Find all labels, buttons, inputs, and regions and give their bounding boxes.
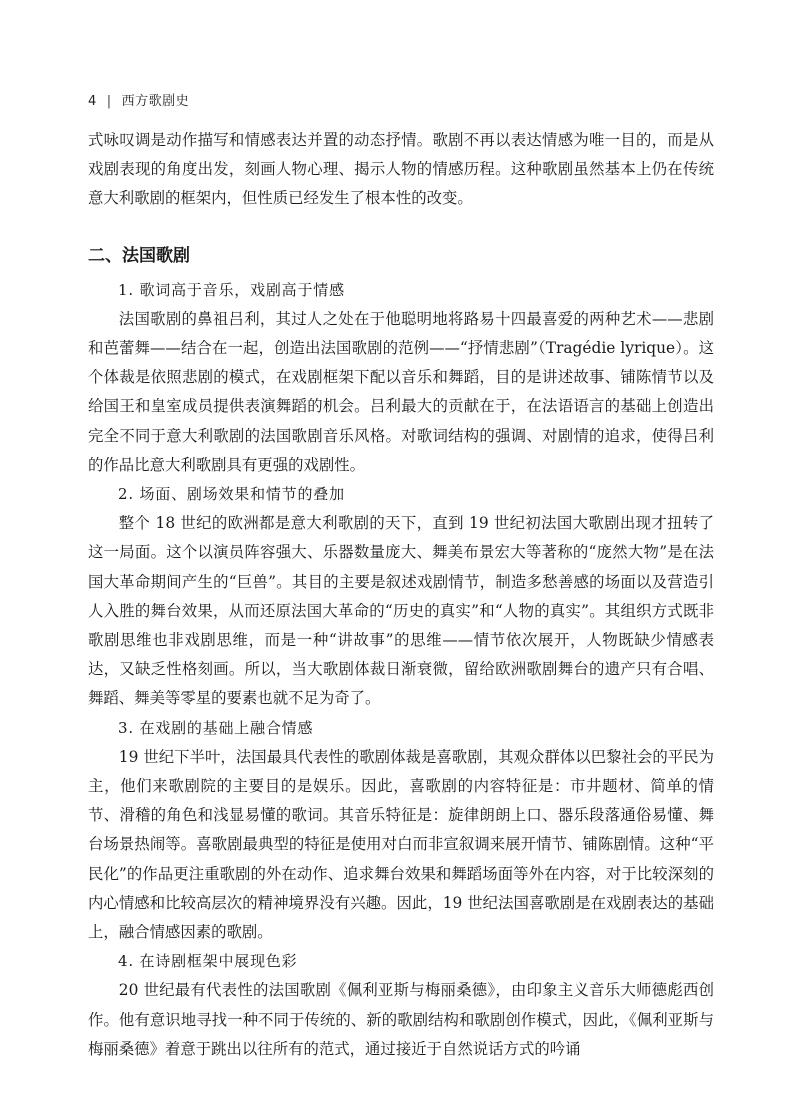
subheading-3: 3. 在戏剧的基础上融合情感 [118, 718, 314, 737]
paragraph-1: 法国歌剧的鼻祖吕利，其过人之处在于他聪明地将路易十四最喜爱的两种艺术——悲剧和芭蕾舞——结合在一起，创造出法国歌剧的范例——“抒情悲剧”（Tragédie lyrique）。这个体裁是依照悲剧的模式，在戏剧框架下配以音乐和舞蹈，目的是讲述故事、铺陈情节以及给国王和皇室成员提供表演舞蹈的机会。吕利最大的贡献在于，在法语语言的基础上创造出完全不同于意大利歌剧的法国歌剧音乐风格。对歌词结构的强调、对剧情的追求，使得吕利的作品比意大利歌剧具有更强的戏剧性。 [88, 309, 714, 474]
page-number: 4 [88, 94, 97, 109]
subheading-4: 4. 在诗剧框架中展现色彩 [118, 952, 298, 971]
subheading-1: 1. 歌词高于音乐，戏剧高于情感 [118, 280, 345, 299]
paragraph-continued: 式咏叹调是动作描写和情感表达并置的动态抒情。歌剧不再以表达情感为唯一目的，而是从戏剧表现的角度出发，刻画人物心理、揭示人物的情感历程。这种歌剧虽然基本上仍在传统意大利歌剧的框架内，但性质已经发生了根本性的改变。 [88, 131, 714, 208]
section-heading: 二、法国歌剧 [88, 245, 190, 266]
paragraph-2: 整个 18 世纪的欧洲都是意大利歌剧的天下，直到 19 世纪初法国大歌剧出现才扭转了这一局面。这个以演员阵容强大、乐器数量庞大、舞美布景宏大等著称的“庞然大物”是在法国大革命期间产生的“巨兽”。其目的主要是叙述戏剧情节，制造多愁善感的场面以及营造引人入胜的舞台效果，从而还原法国大革命的“历史的真实”和“人物的真实”。其组织方式既非歌剧思维也非戏剧思维，而是一种“讲故事”的思维——情节依次展开，人物既缺少情感表达，又缺乏性格刻画。所以，当大歌剧体裁日渐衰微，留给欧洲歌剧舞台的遗产只有合唱、舞蹈、舞美等零星的要素也就不足为奇了。 [88, 514, 714, 708]
body-text [88, 126, 714, 1064]
paragraph-3: 19 世纪下半叶，法国最具代表性的歌剧体裁是喜歌剧，其观众群体以巴黎社会的平民为主，他们来歌剧院的主要目的是娱乐。因此，喜歌剧的内容特征是：市井题材、简单的情节、滑稽的角色和浅显易懂的歌词。其音乐特征是：旋律朗朗上口、器乐段落通俗易懂、舞台场景热闹等。喜歌剧最典型的特征是使用对白而非宣叙调来展开情节、铺陈剧情。这种“平民化”的作品更注重歌剧的外在动作、追求舞台效果和舞蹈场面等外在内容，对于比较深刻的内心情感和比较高层次的精神境界没有兴趣。因此，19 世纪法国喜歌剧是在戏剧表达的基础上，融合情感因素的歌剧。 [88, 747, 714, 942]
subheading-2: 2. 场面、剧场效果和情节的叠加 [118, 485, 345, 504]
running-head [88, 90, 189, 109]
book-title: 西方歌剧史 [121, 94, 190, 109]
running-head-separator: | [106, 94, 112, 109]
paragraph-4: 20 世纪最有代表性的法国歌剧《佩利亚斯与梅丽桑德》，由印象主义音乐大师德彪西创作。他有意识地寻找一种不同于传统的、新的歌剧结构和歌剧创作模式，因此，《佩利亚斯与梅丽桑德》着意于跳出以往所有的范式，通过接近于自然说话方式的吟诵 [88, 981, 714, 1058]
